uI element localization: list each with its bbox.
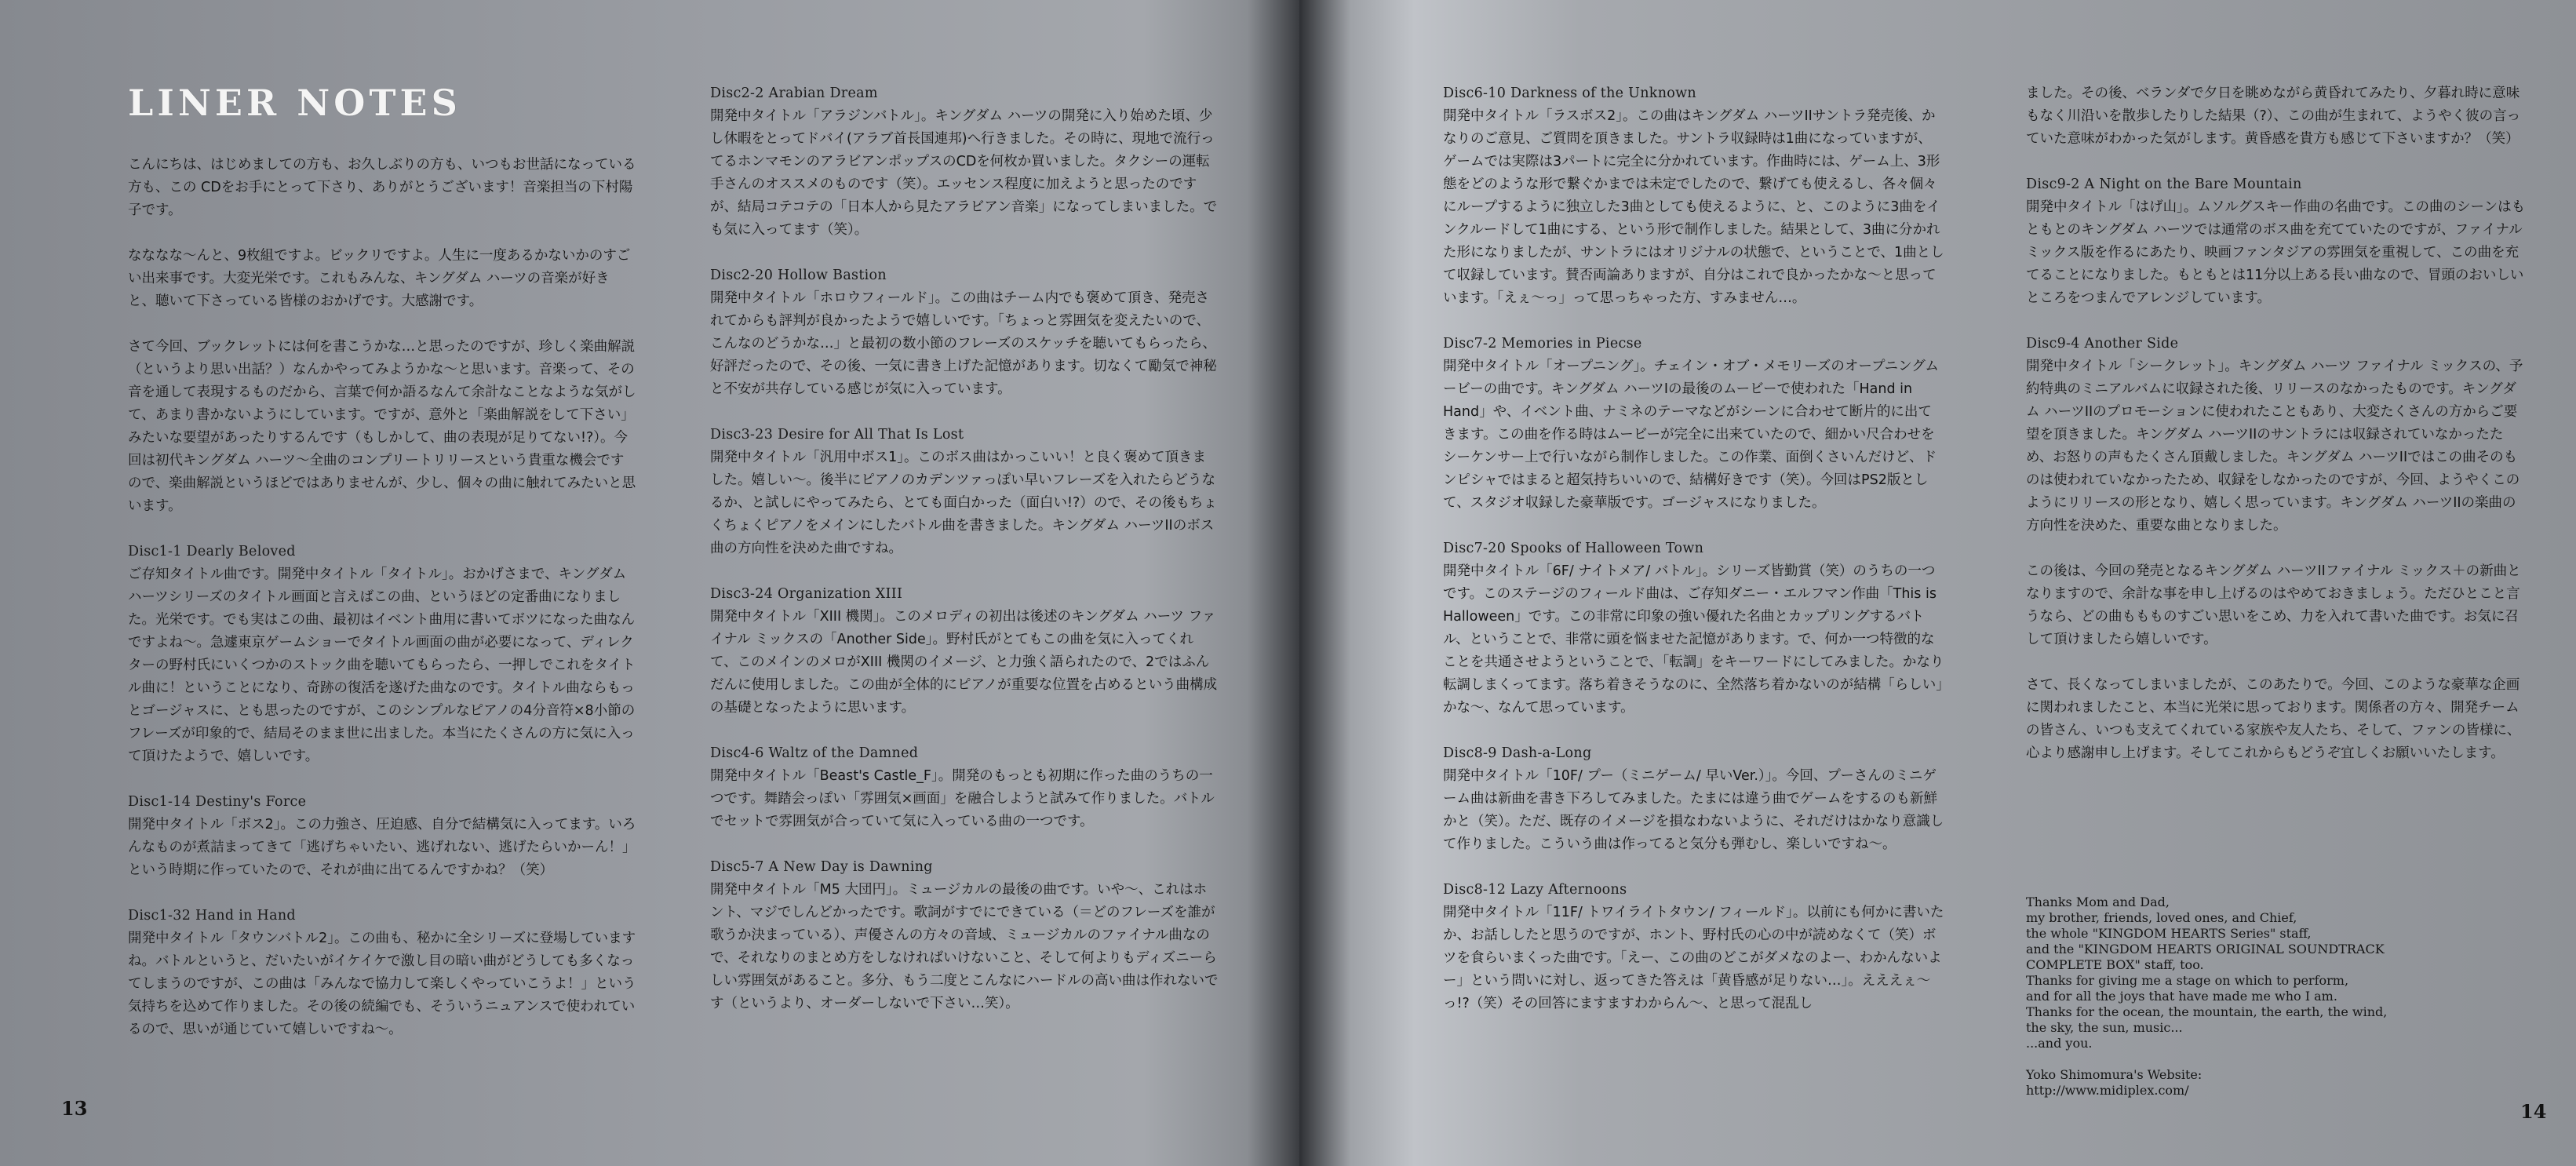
section-heading: Disc7-2 Memories in Piecse xyxy=(1443,336,1642,352)
outro-paragraph: さて、長くなってしまいましたが、このあたりで。今回、このような豪華な企画に関われましたこと、本当に光栄に思っております。関係者の方々、開発チームの皆さん、いつも支えてくれている家族や友人たち、そして、ファンの皆様に、心より感謝申し上げます。そしてこれからもどうぞ宜しくお願いいたします。 xyxy=(2026,677,2521,761)
thanks-block xyxy=(2026,895,2434,1099)
section-heading: Disc7-20 Spooks of Halloween Town xyxy=(1443,541,1704,556)
outro-paragraph: この後は、今回の発売となるキングダム ハーツIIファイナル ミックス＋の新曲となりますので、余計な事を申し上げるのはやめておきましょう。ただひとこと言うなら、どの曲ももものすごい思いをこめ、力を入れて書いた曲です。お気に召して頂けましたら嬉しいです。 xyxy=(2026,563,2521,647)
section-heading: Disc9-2 A Night on the Bare Mountain xyxy=(2026,177,2302,192)
section-heading: Disc1-14 Destiny's Force xyxy=(128,794,307,810)
continued-text: ました。その後、ベランダで夕日を眺めながら黄昏れてみたり、夕暮れ時に意味もなく川沿いを散歩したりした結果（?）、この曲が生まれて、ようやく彼の言っていた意味がわかった気がします。黄昏感を貴方も感じて下さいますか？（笑） xyxy=(2026,86,2521,147)
section-heading: Disc9-4 Another Side xyxy=(2026,336,2179,352)
right-column-1 xyxy=(1443,82,1945,1015)
section-text: 開発中タイトル「タウンバトル2」。この曲も、秘かに全シリーズに登場していますね。バトルというと、だいたいがイケイケで激し目の暗い曲がどうしても多くなってしまうのですが、この曲は「みんなで協力して楽しくやっていこうよ！」という気持ちを込めて作りました。その後の続編でも、そういうニュアンスで使われているので、思いが通じていて嬉しいですね～。 xyxy=(128,931,636,1037)
thanks-line: my brother, friends, loved ones, and Chief, xyxy=(2026,910,2297,925)
website-label: Yoko Shimomura's Website: xyxy=(2026,1067,2203,1082)
section-text: 開発中タイトル「シークレット」。キングダム ハーツ ファイナル ミックスの、予約特典のミニアルバムに収録された後、リリースのなかったものです。キングダム ハーツIIのプロモーションに使われたこともあり、大変たくさんの方からご要望を頂きました。キングダム ハーツIIのサントラには収録されていなかったため、お怒りの声もたくさん頂戴しました。キングダム ハーツIIではこの曲そのものは使われていなかったため、収録をしなかったのですが、今回、ようやくこのようにリリースの形となり、嬉しく思っています。キングダム ハーツIIの楽曲の方向性を決めた、重要な曲となりました。 xyxy=(2026,359,2523,534)
thanks-line: COMPLETE BOX" staff, too. xyxy=(2026,957,2204,972)
section-heading: Disc5-7 A New Day is Dawning xyxy=(710,859,933,875)
section-text: 開発中タイトル「ホロウフィールド」。この曲はチーム内でも褒めて頂き、発売されてからも評判が良かったようで嬉しいです。「ちょっと雰囲気を変えたいので、こんなのどうかな…」と最初の数小節のフレーズのスケッチを聴いてもらったら、好評だったので、その後、一気に書き上げた記憶があります。切なくて勵気で神秘と不安が共存している感じが気に入っています。 xyxy=(710,290,1217,397)
section-heading: Disc2-20 Hollow Bastion xyxy=(710,268,887,283)
section-text: 開発中タイトル「ラスボス2」。この曲はキングダム ハーツIIサントラ発売後、かなりのご意見、ご質問を頂きました。サントラ収録時は1曲になっていますが、ゲームでは実際は3パートに完全に分かれています。作曲時には、ゲーム上、3形態をどのような形で繋ぐかまでは未定でしたので、繋げても使えるし、各々個々にループするように独立した3曲としても使えるように、と、このように3曲をインクルードして1曲にする、という形で制作しました。結果として、3曲に分かれた形になりましたが、サントラにはオリジナルの状態で、ということで、1曲として収録しています。賛否両論ありますが、自分はこれで良かったかな～と思っています。「えぇ～っ」って思っちゃった方、すみません…。 xyxy=(1443,108,1944,306)
section-heading: Disc3-24 Organization XIII xyxy=(710,586,903,602)
section-text: 開発中タイトル「11F/ トワイライトタウン/ フィールド」。以前にも何かに書いたか、お話ししたと思うのですが、ホント、野村氏の心の中が読めなくて（笑）ボツを食らいまくった曲です。「えー、この曲のどこがダメなのよー、わかんないよー」という問いに対し、返ってきた答えは「黄昏感が足りない…」。えええぇ～っ!?（笑）その回答にますますわからん～、と思って混乱し xyxy=(1443,905,1944,1011)
section-text: ご存知タイトル曲です。開発中タイトル「タイトル」。おかげさまで、キングダム ハーツシリーズのタイトル画面と言えばこの曲、というほどの定番曲になりました。光栄です。でも実はこの曲、最初はイベント曲用に書いてボツになった曲なんですよね～。急遽東京ゲームショーでタイトル画面の曲が必要になって、ディレクターの野村氏にいくつかのストック曲を聴いてもらったら、一押しでこれをタイトル曲に！ということになり、奇跡の復活を遂げた曲なのです。タイトル曲ならもっとゴージャスに、とも思ったのですが、このシンプルなピアノの4分音符×8小節のフレーズが印象的で、結局そのまま世に出ました。本当にたくさんの方に気に入って頂けたようで、嬉しいです。 xyxy=(128,567,636,764)
left-column-1 xyxy=(128,154,636,1041)
left-column-2 xyxy=(710,82,1219,1015)
section-text: 開発中タイトル「6F/ ナイトメア/ バトル」。シリーズ皆勤賞（笑）のうちの一つです。このステージのフィールド曲は、ご存知ダニー・エルフマン作曲「This is Halloween」です。この非常に印象の強い優れた名曲とカップリングするバトル、ということで、非常に頭を悩ませた記憶があります。で、何か一つ特徴的なことを共通させようということで、「転調」をキーワードにしてみました。かなり転調しまくってます。落ち着きそうなのに、全然落ち着かないのが結構「らしい」かな～、なんて思っています。 xyxy=(1443,563,1944,716)
section-text: 開発中タイトル「汎用中ボス1」。このボス曲はかっこいい！と良く褒めて頂きました。嬉しい～。後半にピアノのカデンツァっぽい早いフレーズを入れたらどうなるか、と試しにやってみたら、とても面白かった（面白い!?）ので、その後もちょくちょくピアノをメインにしたバトル曲を書きました。キングダム ハーツIIのボス曲の方向性を決めた曲ですね。 xyxy=(710,450,1217,556)
section-heading: Disc8-9 Dash-a-Long xyxy=(1443,745,1592,761)
section-text: 開発中タイトル「XIII 機関」。このメロディの初出は後述のキングダム ハーツ ファイナル ミックスの「Another Side」。野村氏がとてもこの曲を気に入ってくれて、このメインのメロがXIII 機関のイメージ、と力強く語られたので、2ではふんだんに使用しました。この曲が全体的にピアノが重要な位置を占めるという曲構成の基礎となったように思います。 xyxy=(710,609,1218,716)
section-heading: Disc6-10 Darkness of the Unknown xyxy=(1443,86,1696,101)
section-text: 開発中タイトル「はげ山」。ムソルグスキー作曲の名曲です。この曲のシーンはもともとのキングダム ハーツでは通常のボス曲を充てていたのですが、ファイナル ミックス版を作るにあたり、映画ファンタジアの雰囲気を重視して、この曲を充てることになりました。もともとは11分以上ある長い曲なので、冒頭のおいしいところをつまんでアレンジしています。 xyxy=(2026,199,2526,306)
thanks-line: and the "KINGDOM HEARTS ORIGINAL SOUNDTRACK xyxy=(2026,942,2385,956)
thanks-line: ...and you. xyxy=(2026,1036,2093,1051)
section-heading: Disc1-32 Hand in Hand xyxy=(128,908,296,924)
section-text: 開発中タイトル「アラジンバトル」。キングダム ハーツの開発に入り始めた頃、少し休暇をとってドバイ(アラブ首長国連邦)へ行きました。その時に、現地で流行ってるホンマモンのアラビアンポップスのCDを何枚か買いました。タクシーの運転手さんのオススメのものです（笑）。エッセンス程度に加えようと思ったのですが、結局コテコテの「日本人から見たアラビアン音楽」になってしまいました。でも気に入ってます（笑）。 xyxy=(710,108,1218,238)
section-text: 開発中タイトル「Beast's Castle_F」。開発のもっとも初期に作った曲のうちの一つです。舞踏会っぽい「雰囲気×画面」を融合しようと試みて作りました。バトルでセットで雰囲気が合っていて気に入っている曲の一つです。 xyxy=(710,768,1215,829)
liner-notes-title: LINER NOTES xyxy=(128,82,461,124)
section-heading: Disc4-6 Waltz of the Damned xyxy=(710,745,919,761)
thanks-line: Thanks for giving me a stage on which to perform, xyxy=(2026,973,2349,988)
section-heading: Disc1-1 Dearly Beloved xyxy=(128,544,296,559)
page-number-left: 13 xyxy=(61,1097,88,1120)
section-heading: Disc8-12 Lazy Afternoons xyxy=(1443,882,1627,898)
thanks-line: the whole "KINGDOM HEARTS Series" staff, xyxy=(2026,926,2312,941)
page-number-right: 14 xyxy=(2520,1100,2547,1123)
thanks-line: Thanks for the ocean, the mountain, the earth, the wind, xyxy=(2026,1004,2388,1019)
right-column-2 xyxy=(2026,82,2528,765)
thanks-line: Thanks Mom and Dad, xyxy=(2026,895,2170,909)
section-text: 開発中タイトル「ボス2」。この力強さ、圧迫感、自分で結構気に入ってます。いろんなものが煮詰まってきて「逃げちゃいたい、逃げれない、逃げたらいかーん！」という時期に作っていたので、それが曲に出てるんですかね？（笑） xyxy=(128,817,636,878)
website-url[interactable]: http://www.midiplex.com/ xyxy=(2026,1083,2189,1098)
intro-paragraph: なななな～んと、9枚組ですよ。ビックリですよ。人生に一度あるかないかのすごい出来事です。大変光栄です。これもみんな、キングダム ハーツの音楽が好きと、聴いて下さっている皆様のおかげです。大感謝です。 xyxy=(128,248,631,309)
section-text: 開発中タイトル「10F/ プー（ミニゲーム/ 早いVer.）」。今回、プーさんのミニゲーム曲は新曲を書き下ろしてみました。たまには違う曲でゲームをするのも新鮮かと（笑）。ただ、既存のイメージを損なわないように、それだけはかなり意識して作りました。こういう曲は作ってると気分も弾むし、楽しいですね～。 xyxy=(1443,768,1944,852)
intro-paragraph: さて今回、ブックレットには何を書こうかな…と思ったのですが、珍しく楽曲解説（というより思い出話？）なんかやってみようかな～と思います。音楽って、その音を通して表現するものだから、言葉で何か語るなんて余計なことなような気がして、あまり書かないようにしています。ですが、意外と「楽曲解説をして下さい」みたいな要望があったりするんです（もしかして、曲の表現が足りてない!?）。今回は初代キングダム ハーツ～全曲のコンプリートリリースという貴重な機会ですので、楽曲解説というほどではありませんが、少し、個々の曲に触れてみたいと思います。 xyxy=(128,339,636,514)
section-heading: Disc3-23 Desire for All That Is Lost xyxy=(710,427,964,443)
section-heading: Disc2-2 Arabian Dream xyxy=(710,86,878,101)
thanks-line: the sky, the sun, music... xyxy=(2026,1020,2183,1035)
intro-paragraph: こんにちは、はじめましての方も、お久しぶりの方も、いつもお世話になっている方も、この CDをお手にとって下さり、ありがとうございます！音楽担当の下村陽子です。 xyxy=(128,157,636,218)
section-text: 開発中タイトル「M5 大団円」。ミュージカルの最後の曲です。いや～、これはホント、マジでしんどかったです。歌詞がすでにできている（＝どのフレーズを誰が歌うか決まっている）、声優さんの方々の音域、ミュージカルのファイナル曲なので、それなりのまとめ方をしなければいけないこと、そして何よりもディズニーらしい雰囲気があること。多分、もう二度とこんなにハードルの高い曲は作れないです（というより、オーダーしないで下さい…笑）。 xyxy=(710,882,1219,1011)
thanks-line: and for all the joys that have made me who I am. xyxy=(2026,989,2337,1004)
section-text: 開発中タイトル「オープニング」。チェイン・オブ・メモリーズのオープニングムービーの曲です。キングダム ハーツIの最後のムービーで使われた「Hand in Hand」や、イベント曲、ナミネのテーマなどがシーンに合わせて断片的に出てきます。この曲を作る時はムービーが完全に出来ていたので、細かい尺合わせをシーケンサー上で行いながら制作しました。この作業、面倒くさいんだけど、ドンピシャではまると超気持ちいいので、結構好きです（笑）。今回はPS2版として、スタジオ収録した豪華版です。ゴージャスになりました。 xyxy=(1443,359,1939,511)
